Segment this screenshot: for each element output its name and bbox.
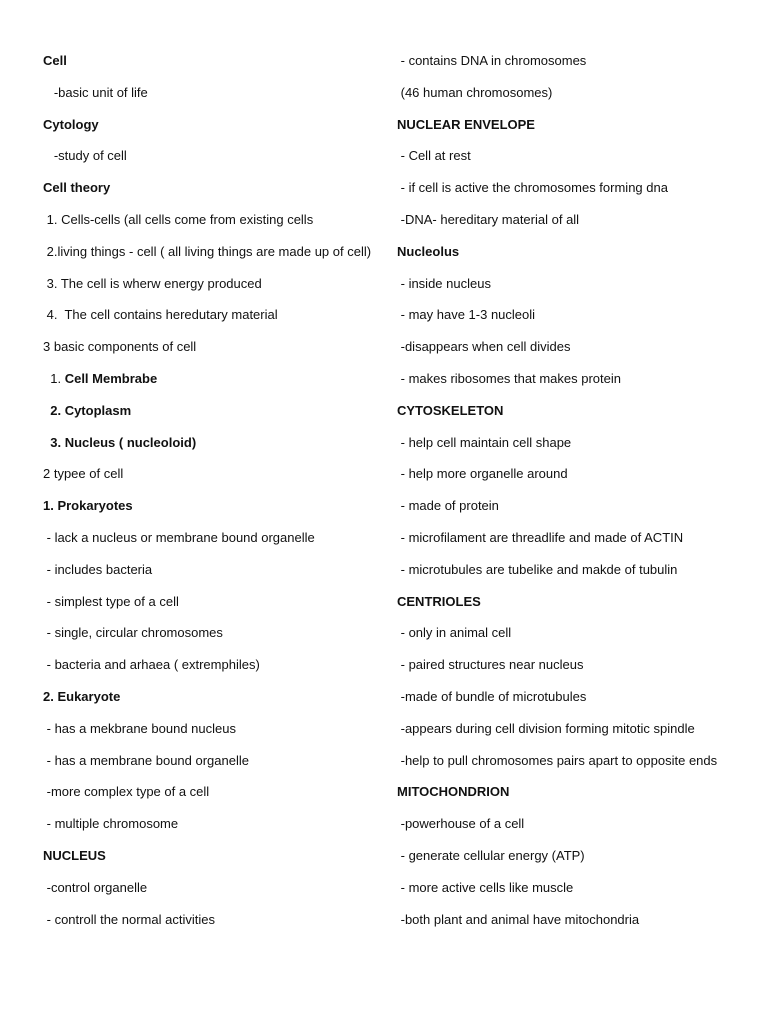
note-cell-at-rest: - Cell at rest [397, 148, 471, 164]
left-column [43, 52, 373, 942]
note-lack-a-nucleus-or-membrane-bound-organel: - lack a nucleus or membrane bound organelle [43, 529, 315, 545]
note-multiple-chromosome: - multiple chromosome [43, 816, 179, 832]
note-both-plant-and-animal-have-mitochondria: -both plant and animal have mitochondria [397, 911, 640, 927]
line-bold-part: Cell Membrabe [64, 370, 158, 386]
note-inside-nucleus: - inside nucleus [397, 275, 491, 291]
note-appears-during-cell-division-forming-mit: -appears during cell division forming mitotic spindle [397, 720, 695, 736]
note-controll-the-normal-activities: - controll the normal activities [43, 911, 215, 927]
note-more-complex-type-of-a-cell: -more complex type of a cell [43, 784, 210, 800]
note-has-a-mekbrane-bound-nucleus: - has a mekbrane bound nucleus [43, 720, 236, 736]
note-disappears-when-cell-divides: -disappears when cell divides [397, 339, 571, 355]
note-more-active-cells-like-muscle: - more active cells like muscle [397, 879, 574, 895]
note-generate-cellular-energy-atp: - generate cellular energy (ATP) [397, 847, 585, 863]
note-may-have-1-3-nucleoli: - may have 1-3 nucleoli [397, 307, 536, 323]
note-has-a-membrane-bound-organelle: - has a membrane bound organelle [43, 752, 249, 768]
note-3-basic-components-of-cell: 3 basic components of cell [43, 339, 197, 355]
heading-2-cytoplasm: 2. Cytoplasm [43, 402, 132, 418]
note-only-in-animal-cell: - only in animal cell [397, 625, 512, 641]
right-column [397, 52, 727, 942]
note-made-of-bundle-of-microtubules: -made of bundle of microtubules [397, 688, 587, 704]
note-study-of-cell: -study of cell [43, 148, 127, 164]
heading-centrioles: CENTRIOLES [397, 593, 481, 609]
note-2-typee-of-cell: 2 typee of cell [43, 466, 124, 482]
note-powerhouse-of-a-cell: -powerhouse of a cell [397, 816, 525, 832]
note-1-cell-membrabe [43, 370, 373, 388]
note-contains-dna-in-chromosomes: - contains DNA in chromosomes [397, 53, 587, 68]
heading-cell-theory: Cell theory [43, 180, 111, 196]
heading-cell: Cell [43, 53, 67, 68]
note-1-cells-cells-all-cells-come-from-existi: 1. Cells-cells (all cells come from existing cells [43, 211, 314, 227]
heading-cytology: Cytology [43, 116, 99, 132]
heading-cytoskeleton: CYTOSKELETON [397, 402, 504, 418]
note-makes-ribosomes-that-makes-protein: - makes ribosomes that makes protein [397, 370, 621, 386]
note-simplest-type-of-a-cell: - simplest type of a cell [43, 593, 179, 609]
note-basic-unit-of-life: -basic unit of life [43, 84, 148, 100]
note-2-living-things-cell-all-living-things-a: 2.living things - cell ( all living things are made up of cell) [43, 243, 372, 259]
note-3-the-cell-is-wherw-energy-produced: 3. The cell is wherw energy produced [43, 275, 262, 291]
heading-nuclear-envelope: NUCLEAR ENVELOPE [397, 116, 535, 132]
note-made-of-protein: - made of protein [397, 498, 499, 514]
note-control-organelle: -control organelle [43, 879, 148, 895]
note-help-more-organelle-around: - help more organelle around [397, 466, 568, 482]
note-microfilament-are-threadlife-and-made-of: - microfilament are threadlife and made of ACTIN [397, 529, 684, 545]
note-help-to-pull-chromosomes-pairs-apart-to-: -help to pull chromosomes pairs apart to opposite ends [397, 752, 718, 768]
note-microtubules-are-tubelike-and-makde-of-t: - microtubules are tubelike and makde of tubulin [397, 561, 678, 577]
heading-nucleus: NUCLEUS [43, 847, 106, 863]
note-4-the-cell-contains-heredutary-material: 4. The cell contains heredutary material [43, 307, 278, 323]
heading-1-prokaryotes: 1. Prokaryotes [43, 498, 133, 514]
note-help-cell-maintain-cell-shape: - help cell maintain cell shape [397, 434, 572, 450]
heading-nucleolus: Nucleolus [397, 243, 460, 259]
note-if-cell-is-active-the-chromosomes-formin: - if cell is active the chromosomes forming dna [397, 180, 668, 196]
line-prefix: 1. [43, 370, 65, 386]
note-includes-bacteria: - includes bacteria [43, 561, 153, 577]
note-dna-hereditary-material-of-all: -DNA- hereditary material of all [397, 211, 580, 227]
heading-mitochondrion: MITOCHONDRION [397, 784, 510, 800]
heading-2-eukaryote: 2. Eukaryote [43, 688, 121, 704]
note-paired-structures-near-nucleus: - paired structures near nucleus [397, 657, 584, 673]
note-bacteria-and-arhaea-extremphiles: - bacteria and arhaea ( extremphiles) [43, 657, 260, 673]
note-single-circular-chromosomes: - single, circular chromosomes [43, 625, 223, 641]
note-46-human-chromosomes: (46 human chromosomes) [397, 84, 553, 100]
heading-3-nucleus-nucleoloid: 3. Nucleus ( nucleoloid) [43, 434, 197, 450]
